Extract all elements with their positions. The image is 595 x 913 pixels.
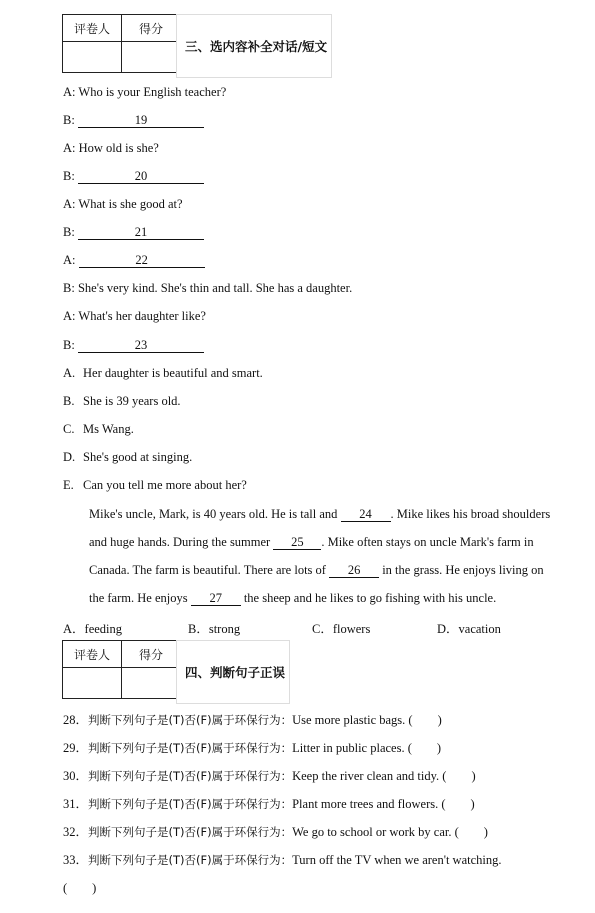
answer-blank-19[interactable]: 19 — [78, 114, 204, 128]
question-sentence: Litter in public places. — [292, 741, 405, 755]
question-sentence: Turn off the TV when we aren't watching. — [292, 853, 502, 867]
blank-24[interactable]: 24 — [341, 508, 391, 522]
speaker-label: B: — [63, 281, 75, 295]
section3-title: 三、选内容补全对话/短文 — [176, 14, 332, 78]
option-letter: E. — [63, 478, 74, 492]
dialogue-line — [63, 141, 159, 156]
question-32 — [63, 822, 488, 840]
word-option-a[interactable]: A．feeding — [63, 622, 123, 636]
word-option-d[interactable]: D．vacation — [437, 622, 501, 636]
dialogue-line — [63, 169, 204, 184]
dialogue-line — [63, 197, 183, 212]
question-prompt: 判断下列句子是(T)否(F)属于环保行为： — [88, 797, 293, 811]
speaker-label: B: — [63, 338, 75, 352]
score-box-section3 — [62, 14, 181, 73]
speaker-label: A: — [63, 253, 76, 267]
question-num: 33． — [63, 853, 89, 867]
question-paren[interactable]: ( ) — [454, 825, 488, 839]
question-28 — [63, 710, 442, 728]
grader-cell[interactable] — [63, 42, 122, 73]
question-paren[interactable]: ( ) — [407, 741, 442, 755]
dialogue-text: What is she good at? — [78, 197, 183, 211]
option-c[interactable] — [63, 422, 134, 437]
speaker-label: A: — [63, 309, 76, 323]
question-num: 28． — [63, 713, 89, 727]
question-paren[interactable]: ( ) — [408, 713, 442, 727]
speaker-label: B: — [63, 169, 75, 183]
option-text: Ms Wang. — [83, 422, 134, 436]
dialogue-text: How old is she? — [78, 141, 159, 155]
dialogue-text: What's her daughter like? — [78, 309, 206, 323]
question-33 — [63, 850, 502, 895]
question-num: 29． — [63, 741, 89, 755]
blank-25[interactable]: 25 — [273, 536, 321, 550]
question-paren[interactable]: ( ) — [441, 797, 475, 811]
answer-blank-20[interactable]: 20 — [78, 170, 204, 184]
dialogue-line — [63, 85, 226, 100]
option-letter: C. — [63, 422, 75, 436]
word-option-c[interactable]: C．flowers — [312, 622, 371, 636]
option-letter: B. — [63, 394, 75, 408]
option-text: Can you tell me more about her? — [83, 478, 247, 492]
option-text: Her daughter is beautiful and smart. — [83, 366, 263, 380]
speaker-label: A: — [63, 141, 76, 155]
score-label: 得分 — [122, 641, 181, 668]
speaker-label: B: — [63, 113, 75, 127]
dialogue-text: Who is your English teacher? — [78, 85, 227, 99]
question-sentence: Plant more trees and flowers. — [292, 797, 439, 811]
dialogue-line — [63, 253, 205, 268]
question-30 — [63, 766, 476, 784]
word-option-b[interactable]: B．strong — [188, 622, 241, 636]
question-prompt: 判断下列句子是(T)否(F)属于环保行为： — [88, 825, 293, 839]
score-cell[interactable] — [122, 42, 181, 73]
option-a[interactable] — [63, 366, 263, 381]
score-cell[interactable] — [122, 668, 181, 699]
grader-label: 评卷人 — [63, 641, 122, 668]
dialogue-line — [63, 338, 204, 353]
speaker-label: A: — [63, 197, 76, 211]
question-29 — [63, 738, 441, 756]
speaker-label: B: — [63, 225, 75, 239]
option-e[interactable] — [63, 478, 247, 493]
speaker-label: A: — [63, 85, 76, 99]
grader-label: 评卷人 — [63, 15, 122, 42]
option-b[interactable] — [63, 394, 181, 409]
score-box-section4 — [62, 640, 181, 699]
option-letter: A. — [63, 366, 76, 380]
dialogue-line — [63, 309, 206, 324]
dialogue-line — [63, 225, 204, 240]
question-31 — [63, 794, 475, 812]
question-num: 32． — [63, 825, 89, 839]
answer-blank-22[interactable]: 22 — [79, 254, 205, 268]
question-sentence: Keep the river clean and tidy. — [292, 769, 440, 783]
section4-title: 四、判断句子正误 — [176, 640, 290, 704]
blank-27[interactable]: 27 — [191, 592, 241, 606]
question-prompt: 判断下列句子是(T)否(F)属于环保行为： — [88, 741, 293, 755]
question-num: 30． — [63, 769, 89, 783]
question-prompt: 判断下列句子是(T)否(F)属于环保行为： — [88, 769, 293, 783]
dialogue-text: She's very kind. She's thin and tall. She has a daughter. — [77, 281, 353, 295]
option-d[interactable] — [63, 450, 192, 465]
score-label: 得分 — [122, 15, 181, 42]
grader-cell[interactable] — [63, 668, 122, 699]
question-num: 31． — [63, 797, 89, 811]
question-sentence: We go to school or work by car. — [292, 825, 452, 839]
question-paren[interactable]: ( ) — [442, 769, 476, 783]
option-letter: D. — [63, 450, 76, 464]
option-text: She is 39 years old. — [83, 394, 181, 408]
answer-blank-21[interactable]: 21 — [78, 226, 204, 240]
option-text: She's good at singing. — [83, 450, 193, 464]
question-prompt: 判断下列句子是(T)否(F)属于环保行为： — [88, 713, 293, 727]
question-paren[interactable]: ( ) — [63, 881, 97, 895]
blank-26[interactable]: 26 — [329, 564, 379, 578]
question-sentence: Use more plastic bags. — [292, 713, 406, 727]
answer-blank-23[interactable]: 23 — [78, 339, 204, 353]
cloze-passage: Mike's uncle, Mark, is 40 years old. He is tall and 24 . Mike likes his broad shoulders and huge hands. During the summer 25 . Mike often stays on uncle Mark's farm in Canada. The farm is beautiful. There are lots of 26 in the grass. He enjoys living on the farm. He enjoys 27 the sheep and he likes to go fishing with his uncle. — [89, 507, 551, 605]
dialogue-line — [63, 113, 204, 128]
question-prompt: 判断下列句子是(T)否(F)属于环保行为： — [88, 853, 293, 867]
dialogue-line — [63, 281, 352, 296]
